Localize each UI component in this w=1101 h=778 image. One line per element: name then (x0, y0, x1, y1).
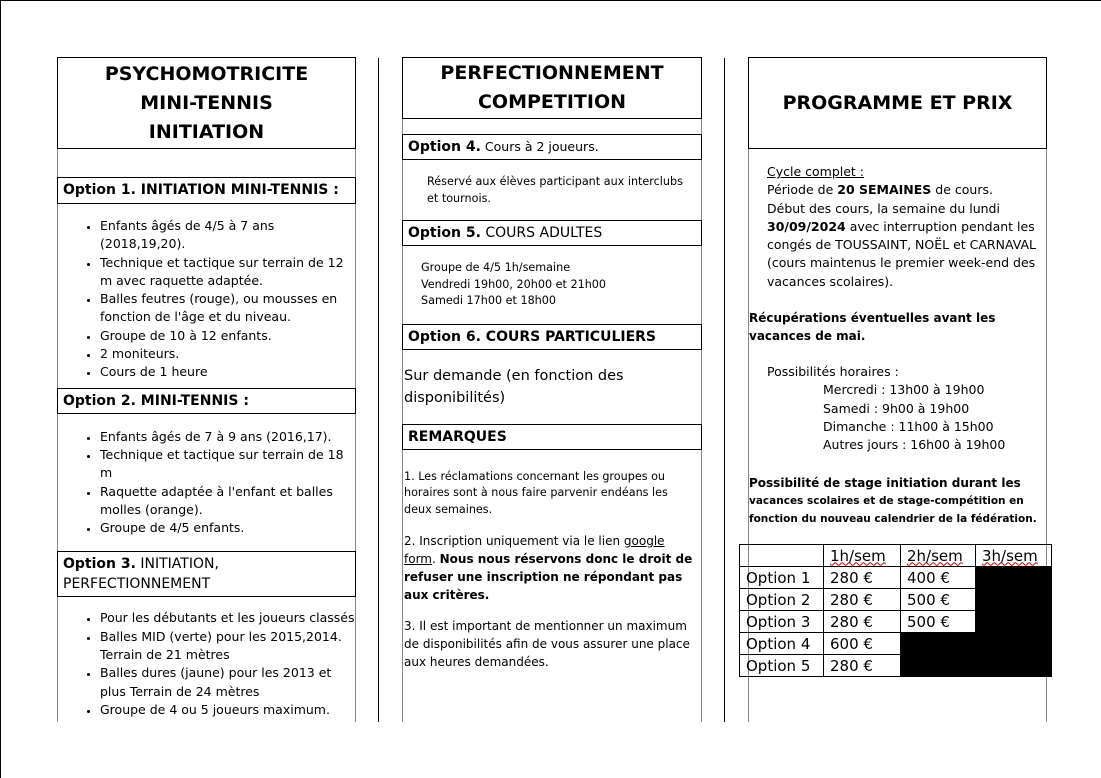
column-perfectionnement (402, 57, 702, 722)
list-item: • Enfants âgés de 7 à 9 ans (2016,17). (100, 428, 355, 446)
table-row: Option 2 280 € 500 € (740, 589, 1052, 611)
list-item: • Balles MID (verte) pour les 2015,2014. Terrain de 21 mètres (100, 628, 355, 665)
column-title-initiation (57, 57, 356, 149)
table-header-row: 1h/sem 2h/sem 3h/sem (740, 545, 1052, 567)
remark-2: 2. Inscription uniquement via le lien google form. Nous nous réservons donc le droit de refuser une inscription ne répondant pas aux critères. (404, 534, 693, 602)
recuperations-note: Récupérations éventuelles avant les vacances de mai. (749, 311, 996, 344)
list-item: • Balles dures (jaune) pour les 2013 et plus Terrain de 24 mètres (100, 664, 355, 701)
remark-1: 1. Les réclamations concernant les groupes ou horaires sont à nous faire parvenir endéans les deux semaines. (404, 469, 668, 516)
remarques-heading: REMARQUES (402, 424, 702, 450)
column-title-perfectionnement (402, 57, 702, 119)
column-title-programme: PROGRAMME ET PRIX (748, 57, 1047, 149)
unavailable-cell (976, 611, 1052, 633)
option6-heading: Option 6. COURS PARTICULIERS (402, 324, 702, 350)
list-item: • Balles feutres (rouge), ou mousses en fonction de l'âge et du niveau. (100, 290, 355, 327)
stage-note: Possibilité de stage initiation durant les vacances scolaires et de stage-compétition en fonction du nouveau calendrier de la fédération. (749, 475, 1037, 525)
list-item: • Pour les débutants et les joueurs classés (100, 609, 355, 627)
title-line: COMPETITION (477, 91, 627, 113)
option6-text: Sur demande (en fonction des disponibilités) (404, 367, 624, 406)
option4-text: Réservé aux élèves participant aux interclubs et tournois. (427, 175, 683, 205)
title-line: PSYCHOMOTRICITE (104, 62, 309, 85)
unavailable-cell (976, 633, 1052, 655)
list-item: • Groupe de 10 à 12 enfants. (100, 327, 355, 345)
remark-3: 3. Il est important de mentionner un maximum de disponibilités afin de vous assurer une place aux heures demandées. (404, 619, 690, 669)
horaire-line: Mercredi : 13h00 à 19h00 (823, 382, 985, 398)
cycle-info: Cycle complet : Période de 20 SEMAINES de cours. Début des cours, la semaine du lundi 30/09/2024 avec interruption pendant les congés de TOUSSAINT, NOËL et CARNAVAL (cours maintenus le premier week-end des vacances scolaires). (767, 164, 1036, 289)
unavailable-cell (976, 567, 1052, 589)
list-item: • 2 moniteurs. (100, 345, 355, 363)
table-row: Option 1 280 € 400 € (740, 567, 1052, 589)
table-row: Option 5 280 € (740, 655, 1052, 677)
option1-list (58, 217, 355, 382)
horaire-line: Dimanche : 11h00 à 15h00 (823, 418, 994, 434)
unavailable-cell (901, 633, 976, 655)
option3-list (58, 609, 355, 719)
title-line: PERFECTIONNEMENT (440, 62, 664, 84)
option5-heading: Option 5. COURS ADULTES (402, 220, 702, 246)
column-separator-1 (378, 58, 379, 722)
possibilites-label: Possibilités horaires : (767, 364, 899, 380)
unavailable-cell (976, 655, 1052, 677)
unavailable-cell (901, 655, 976, 677)
page-border-left (0, 0, 1, 778)
page-border-top (0, 0, 1101, 1)
option2-list (58, 428, 355, 538)
list-item: • Cours de 1 heure (100, 363, 355, 381)
list-item: • Technique et tactique sur terrain de 12 m avec raquette adaptée. (100, 254, 355, 291)
schedule-line: Groupe de 4/5 1h/semaine (421, 261, 571, 274)
title-line: INITIATION (148, 120, 265, 143)
horaires-list (749, 381, 1046, 454)
list-item: • Technique et tactique sur terrain de 18 m (100, 446, 355, 483)
option4-heading: Option 4. Cours à 2 joueurs. (402, 134, 702, 160)
price-table (739, 544, 1052, 677)
table-row: Option 3 280 € 500 € (740, 611, 1052, 633)
unavailable-cell (976, 589, 1052, 611)
schedule-line: Vendredi 19h00, 20h00 et 21h00 (421, 277, 607, 291)
option3-heading: Option 3. INITIATION, PERFECTIONNEMENT (57, 551, 356, 597)
google-form-link[interactable]: google form (404, 534, 665, 566)
horaire-line: Samedi : 9h00 à 19h00 (823, 400, 970, 416)
column-separator-2 (724, 58, 725, 722)
list-item: • Groupe de 4 ou 5 joueurs maximum. (100, 701, 355, 719)
horaire-line: Autres jours : 16h00 à 19h00 (823, 437, 1006, 453)
list-item: • Raquette adaptée à l'enfant et balles molles (orange). (100, 483, 355, 520)
schedule-line: Samedi 17h00 et 18h00 (421, 294, 557, 307)
title-line: MINI-TENNIS (140, 91, 273, 114)
column-initiation (57, 57, 356, 722)
table-row: Option 4 600 € (740, 633, 1052, 655)
list-item: • Enfants âgés de 4/5 à 7 ans (2018,19,20). (100, 217, 355, 254)
list-item: • Groupe de 4/5 enfants. (100, 519, 355, 537)
option2-heading: Option 2. MINI-TENNIS : (57, 388, 356, 414)
remarques-body (403, 450, 701, 672)
option1-heading: Option 1. INITIATION MINI-TENNIS : (57, 177, 356, 204)
option5-schedule (403, 246, 701, 310)
